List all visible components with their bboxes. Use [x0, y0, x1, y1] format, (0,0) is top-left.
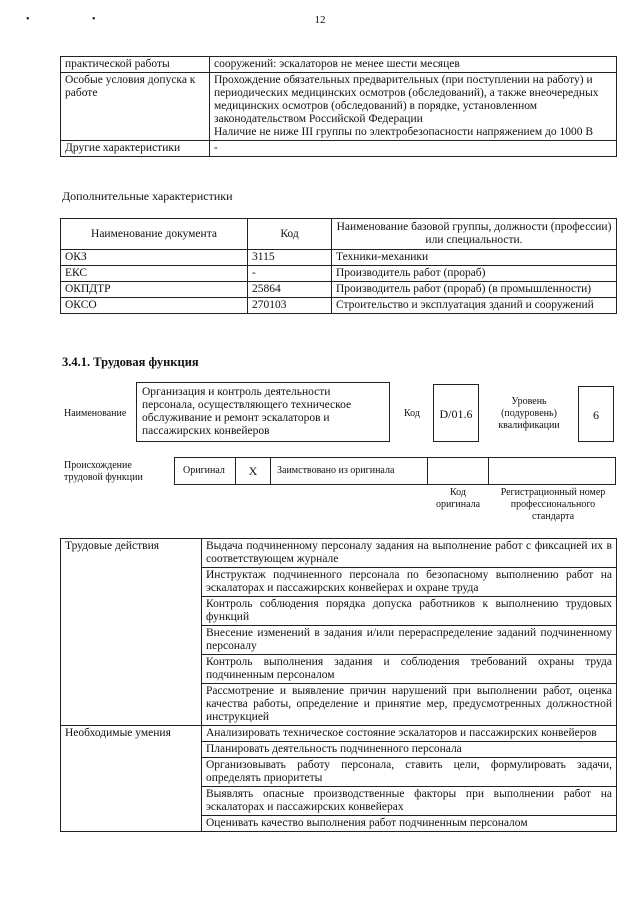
table-row [61, 57, 617, 73]
skill-item: Планировать деятельность подчиненного персонала [202, 742, 617, 758]
row-value: - [210, 141, 617, 157]
labor-action: Внесение изменений в задания и/или перераспределение заданий подчиненному персоналу [202, 626, 617, 655]
function-heading: 3.4.1. Трудовая функция [62, 355, 199, 369]
labor-action: Рассмотрение и выявление причин нарушений при выполнении работ, оценка качества работы, определение и принятие мер, предусмотренных должностной инструкцией [202, 684, 617, 726]
skill-item: Выявлять опасные производственные факторы при выполнении работ на эскалаторах и пассажирских конвейерах [202, 787, 617, 816]
scan-dots: • • [26, 14, 126, 25]
skill-item: Оценивать качество выполнения работ подчиненным персоналом [202, 816, 617, 832]
row-value-cell [210, 73, 617, 141]
code-cell: 3115 [248, 250, 332, 266]
doc-cell: ОКПДТР [61, 282, 248, 298]
row-label: Особые условия допуска к работе [61, 73, 210, 141]
table-row [61, 726, 617, 742]
level-value-box: 6 [578, 386, 614, 442]
function-code-box: D/01.6 [433, 384, 479, 442]
additional-heading: Дополнительные характеристики [62, 189, 233, 203]
reg-number-label: Регистрационный номер профессионального стандарта [500, 487, 606, 522]
labor-action: Выдача подчиненному персоналу задания на выполнение работ с фиксацией их в соответствующем журнале [202, 539, 617, 568]
table-header-row [61, 219, 617, 250]
name-label: Наименование [64, 408, 127, 419]
labor-action: Инструктаж подчиненного персонала по безопасному выполнению работ на эскалаторах и пассажирских конвейерах и охране труда [202, 568, 617, 597]
row-label: Другие характеристики [61, 141, 210, 157]
column-header: Наименование базовой группы, должности (профессии) или специальности. [332, 219, 617, 250]
function-name-box: Организация и контроль деятельности персонала, осуществляющего техническое обслуживание и ремонт эскалаторов и пассажирских конвейеров [136, 382, 390, 442]
table-row [61, 298, 617, 314]
level-label: Уровень (подуровень) квалификации [498, 396, 560, 431]
original-mark-cell: X [235, 457, 271, 485]
table-row [61, 539, 617, 568]
skill-item: Анализировать техническое состояние эскалаторов и пассажирских конвейеров [202, 726, 617, 742]
row-value: Прохождение обязательных предварительных (при поступлении на работу) и периодических медицинских осмотров (обследований), а также внеочередных медицинских осмотров (обследований) в порядке, установленном законодательством Российской Федерации [214, 74, 599, 125]
table-row [61, 266, 617, 282]
requirements-table [60, 56, 617, 157]
original-cell: Оригинал [174, 457, 236, 485]
code-cell: 270103 [248, 298, 332, 314]
table-row [61, 73, 617, 141]
name-cell: Производитель работ (прораб) (в промышленности) [332, 282, 617, 298]
table-row [61, 141, 617, 157]
labor-action: Контроль выполнения задания и соблюдения требований охраны труда подчиненным персоналом [202, 655, 617, 684]
reg-number-cell [488, 457, 616, 485]
column-header: Наименование документа [61, 219, 248, 250]
name-cell: Производитель работ (прораб) [332, 266, 617, 282]
column-header: Код [248, 219, 332, 250]
page-number: 12 [314, 14, 326, 26]
table-row [61, 250, 617, 266]
row-value-secondary: Наличие не ниже III группы по электробезопасности напряжением до 1000 В [214, 126, 593, 138]
row-value: сооружений: эскалаторов не менее шести месяцев [210, 57, 617, 73]
doc-cell: ЕКС [61, 266, 248, 282]
table-row [61, 282, 617, 298]
borrowed-cell: Заимствовано из оригинала [270, 457, 428, 485]
code-cell: 25864 [248, 282, 332, 298]
labor-action: Контроль соблюдения порядка допуска работников к выполнению трудовых функций [202, 597, 617, 626]
origin-label: Происхождение трудовой функции [64, 460, 143, 483]
doc-cell: ОКСО [61, 298, 248, 314]
name-cell: Техники-механики [332, 250, 617, 266]
additional-characteristics-table [60, 218, 617, 314]
skill-item: Организовывать работу персонала, ставить цели, формулировать задачи, определять приоритеты [202, 758, 617, 787]
code-label: Код [404, 408, 420, 419]
labor-actions-label: Трудовые действия [61, 539, 202, 726]
code-cell: - [248, 266, 332, 282]
row-label: практической работы [61, 57, 210, 73]
code-original-label: Код оригинала [435, 487, 481, 510]
original-code-cell [427, 457, 489, 485]
labor-actions-table [60, 538, 617, 832]
skills-label: Необходимые умения [61, 726, 202, 832]
name-cell: Строительство и эксплуатация зданий и сооружений [332, 298, 617, 314]
doc-cell: ОКЗ [61, 250, 248, 266]
